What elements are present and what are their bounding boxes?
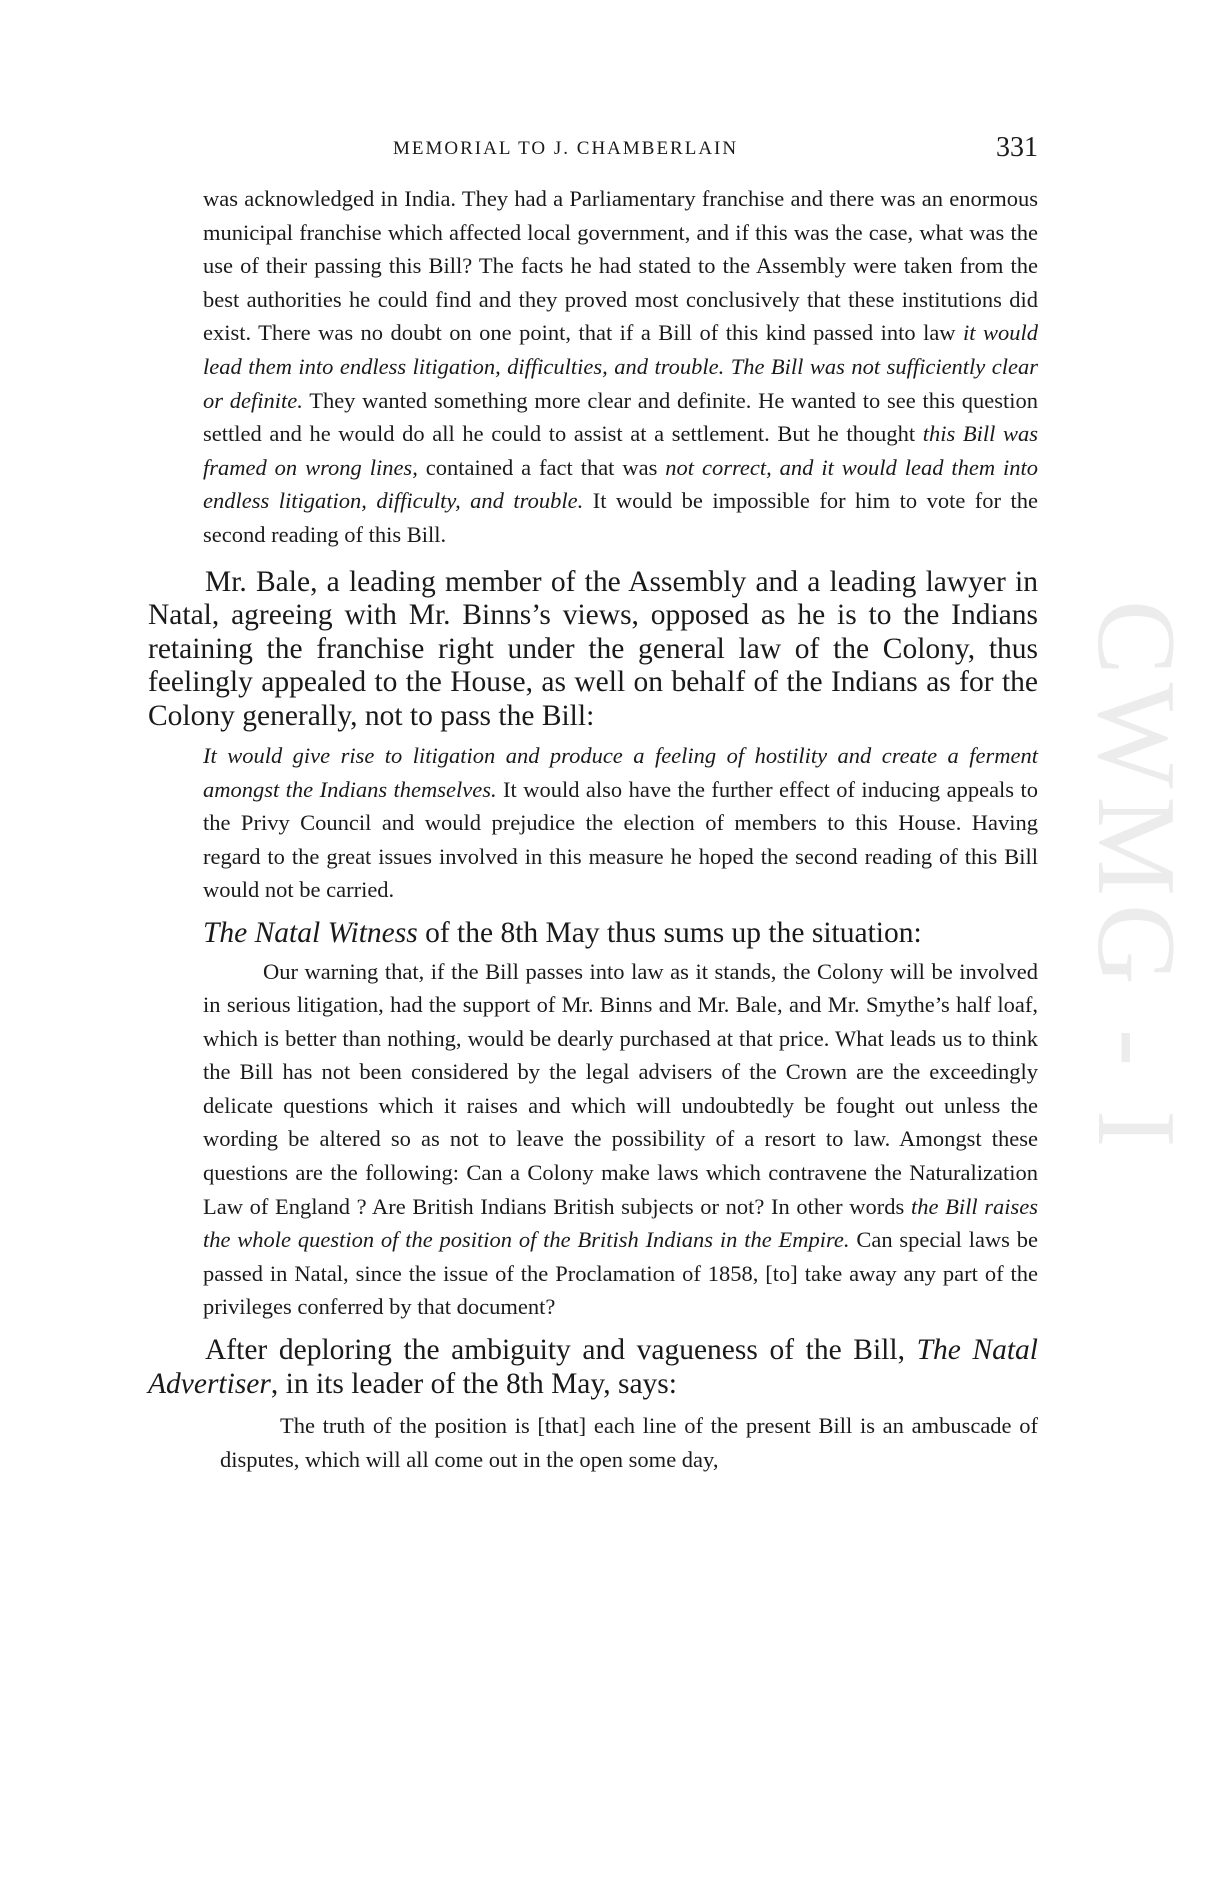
page-number: 331 — [996, 132, 1038, 163]
running-head: MEMORIAL TO J. CHAMBERLAIN — [393, 138, 739, 159]
page-header — [203, 132, 1038, 168]
page-body — [148, 182, 1038, 1476]
paragraph-witness-intro: The Natal Witness of the 8th May thus sums up the situation: — [203, 917, 922, 949]
paragraph-bale: Mr. Bale, a leading member of the Assembly and a leading lawyer in Natal, agreeing with Mr. Binns’s views, opposed as he is to the Indians retaining the franchise right under the general law of the Colony, thus feelingly appealed to the House, as well on behalf of the Indians as for the Colony generally, not to pass the Bill: — [148, 565, 1038, 732]
paragraph-advertiser-intro: After deploring the ambiguity and vagueness of the Bill, The Natal Advertiser, in its leader of the 8th May, says: — [148, 1334, 1038, 1400]
watermark: CWMG - I — [1074, 600, 1198, 1156]
quote-binns: was acknowledged in India. They had a Parliamentary franchise and there was an enormous municipal franchise which affected local government, and if this was the case, what was the use of their passing this Bill? The facts he had stated to the Assembly were taken from the best authorities he could find and they proved most conclusively that these institutions did exist. There was no doubt on one point, that if a Bill of this kind passed into law it would lead them into endless litigation, difficulties, and trouble. The Bill was not sufficiently clear or definite. They wanted something more clear and definite. He wanted to see this question settled and he would do all he could to assist at a settlement. But he thought this Bill was framed on wrong lines, contained a fact that was not correct, and it would lead them into endless litigation, difficulty, and trouble. It would be impossible for him to vote for the second reading of this Bill. — [203, 186, 1039, 547]
quote-bale: It would give rise to litigation and produce a feeling of hostility and create a ferment amongst the Indians themselves. It would also have the further effect of inducing appeals to the Privy Council and would prejudice the election of members to this House. Having regard to the great issues involved in this measure he hoped the second reading of this Bill would not be carried. — [203, 743, 1038, 903]
quote-natal-witness: Our warning that, if the Bill passes into law as it stands, the Colony will be involved in serious litigation, had the support of Mr. Binns and Mr. Bale, and Mr. Smythe’s half loaf, which is better than nothing, would be dearly purchased at that price. What leads us to think the Bill has not been considered by the legal advisers of the Crown are the exceedingly delicate questions which it raises and which will undoubtedly be fought out unless the wording be altered so as not to leave the possibility of a resort to law. Amongst these questions are the following: Can a Colony make laws which contravene the Naturalization Law of England ? Are British Indians British subjects or not? In other words the Bill raises the whole question of the position of the British Indians in the Empire. Can special laws be passed in Natal, since the issue of the Proclamation of 1858, [to] take away any part of the privileges conferred by that document? — [203, 958, 1038, 1320]
quote-natal-advertiser: The truth of the position is [that] each line of the present Bill is an ambuscade of disputes, which will all come out in the open some day, — [220, 1413, 1038, 1472]
